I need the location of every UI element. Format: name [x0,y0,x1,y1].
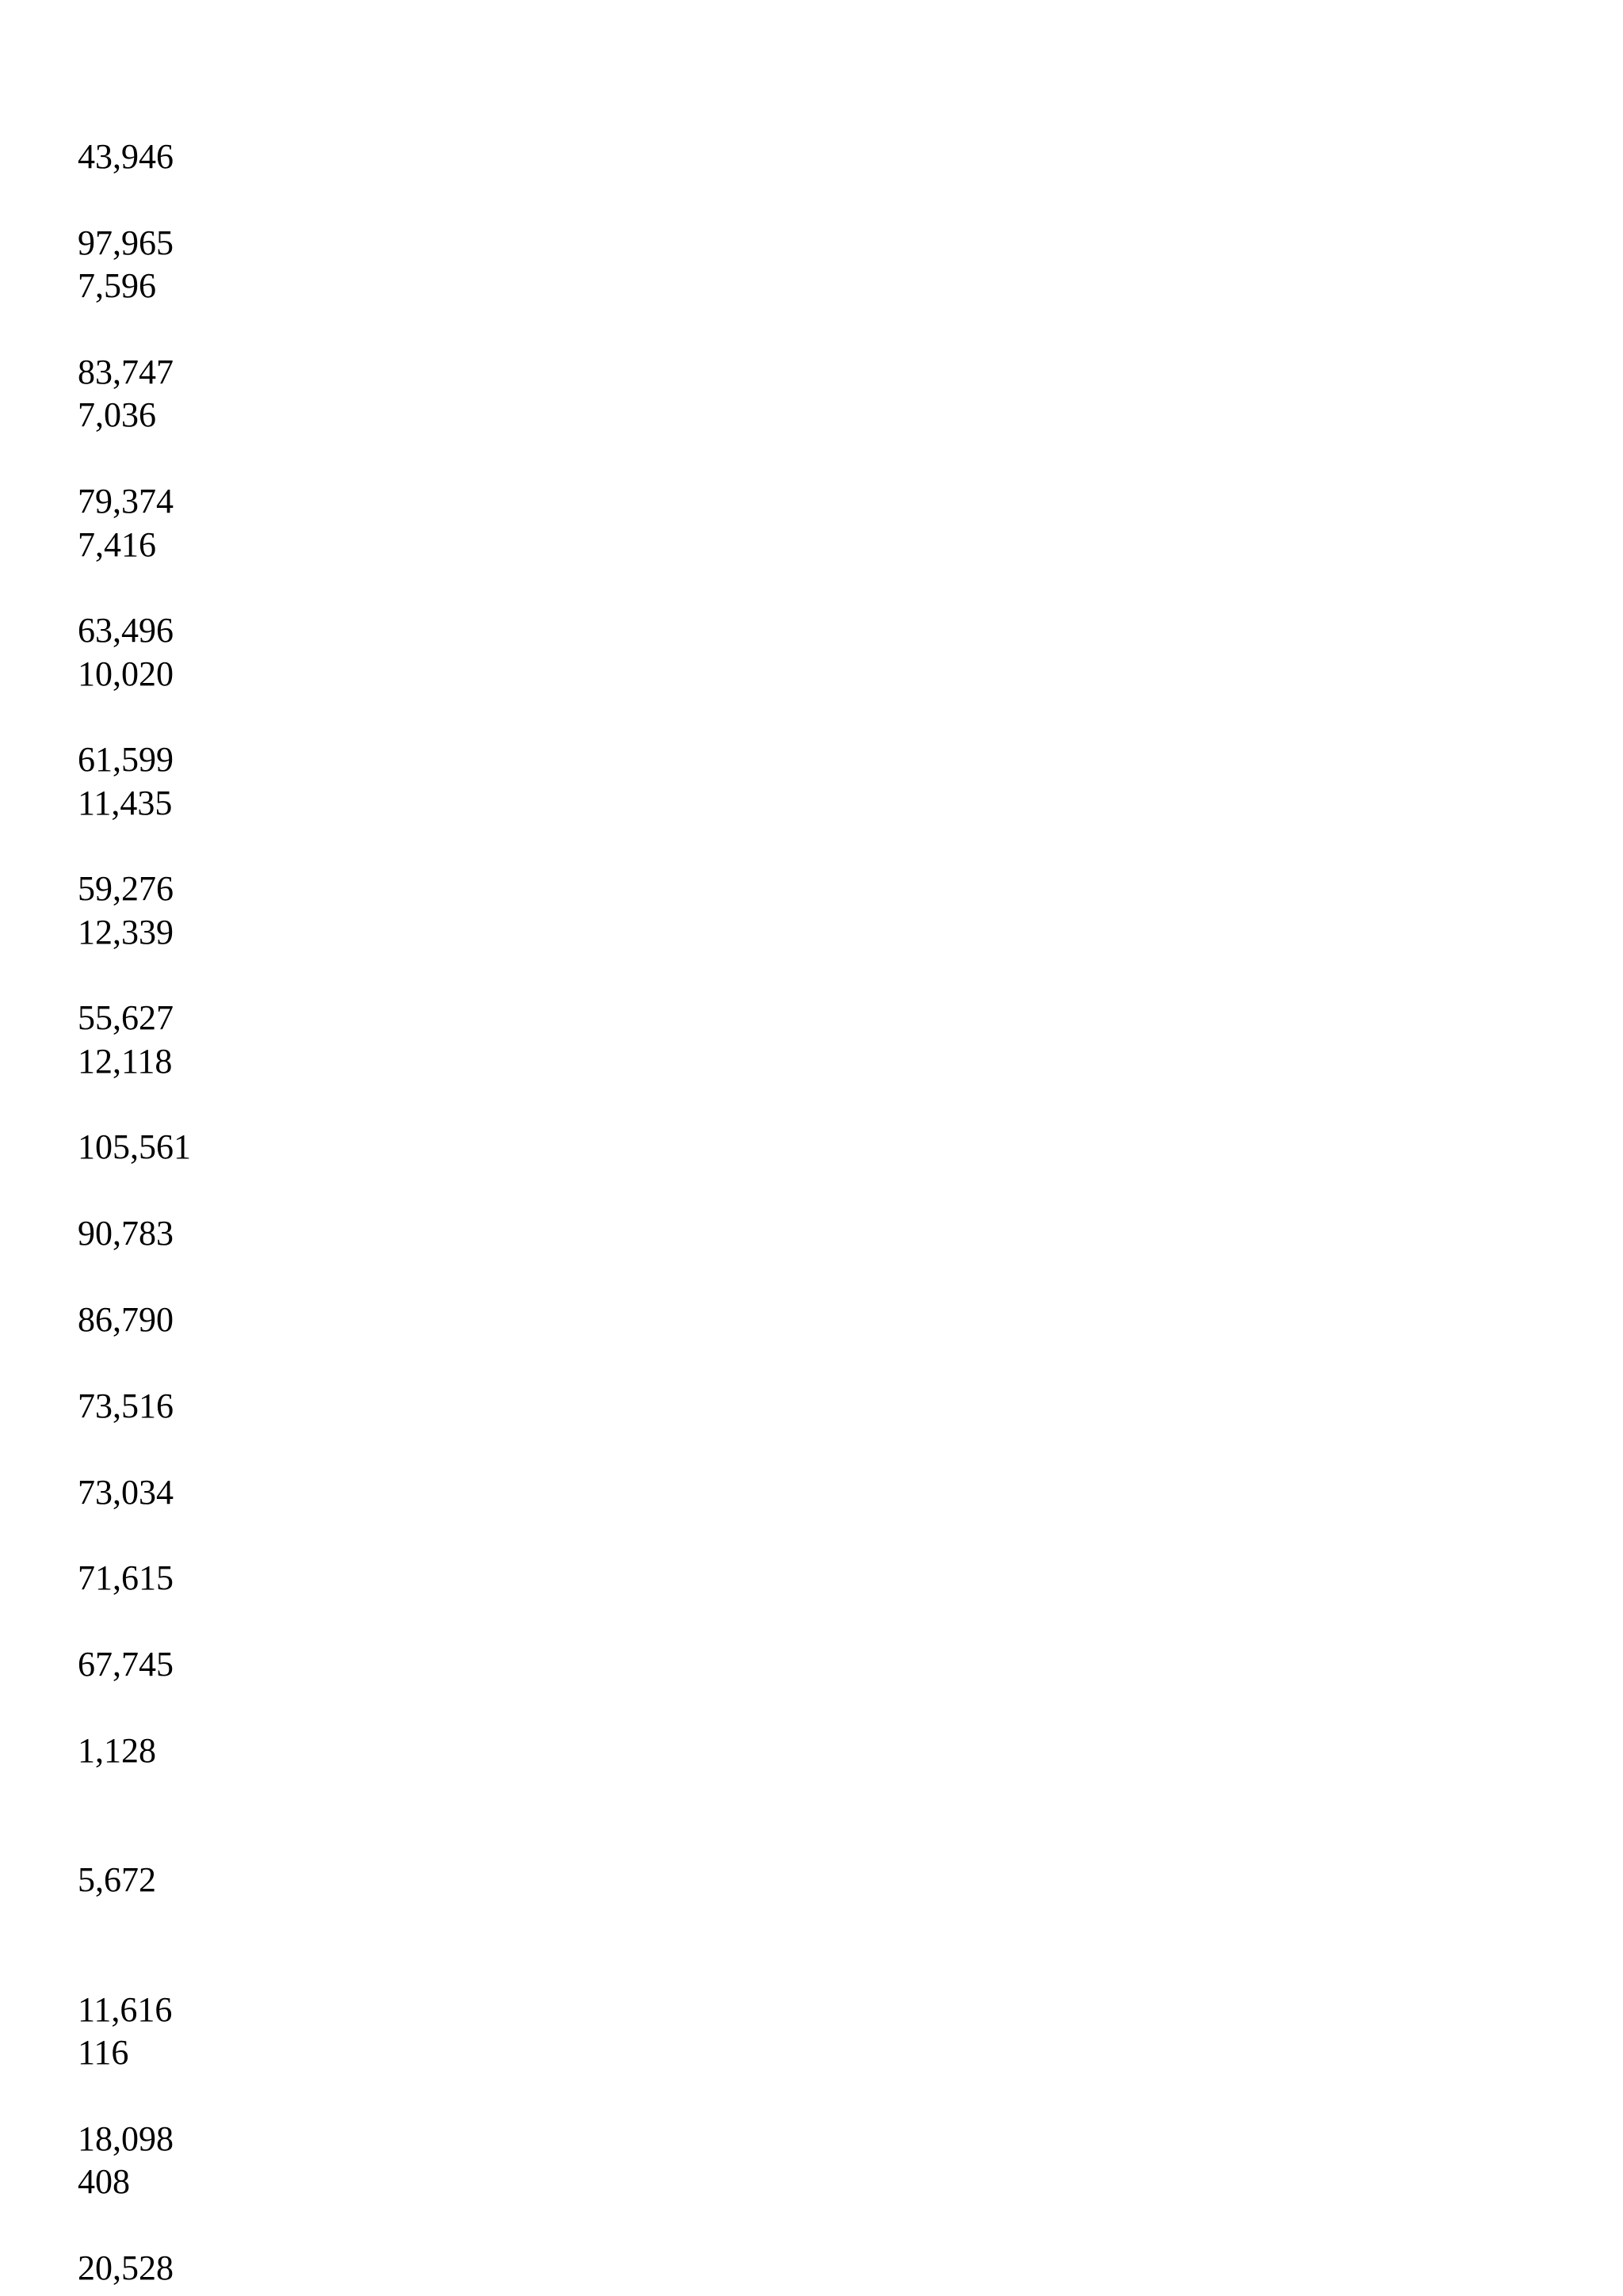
number-line: 116 [78,2033,129,2072]
number-line: 73,034 [78,1473,174,1512]
number-line: 97,965 [78,223,174,262]
number-line: 73,516 [78,1386,174,1425]
number-line: 61,599 [78,740,174,779]
number-line: 59,276 [78,869,174,908]
number-line: 7,416 [78,525,156,564]
number-line: 408 [78,2162,130,2201]
number-line: 18,098 [78,2119,174,2158]
number-line: 43,946 [78,137,174,176]
number-line: 63,496 [78,611,174,650]
number-line: 5,672 [78,1860,156,1899]
number-line: 79,374 [78,482,174,521]
number-line: 7,596 [78,266,156,305]
number-line: 12,339 [78,913,174,952]
number-line: 67,745 [78,1645,174,1684]
number-line: 83,747 [78,353,174,391]
number-line: 12,118 [78,1042,173,1081]
number-line: 71,615 [78,1558,174,1597]
number-line: 11,616 [78,1990,173,2029]
number-line: 86,790 [78,1300,174,1339]
number-line: 90,783 [78,1214,174,1253]
number-line: 11,435 [78,784,173,822]
number-line: 7,036 [78,395,156,434]
number-line: 55,627 [78,998,174,1037]
number-line: 105,561 [78,1127,191,1166]
number-line: 20,528 [78,2248,174,2287]
number-line: 1,128 [78,1731,156,1770]
number-line: 10,020 [78,654,174,693]
